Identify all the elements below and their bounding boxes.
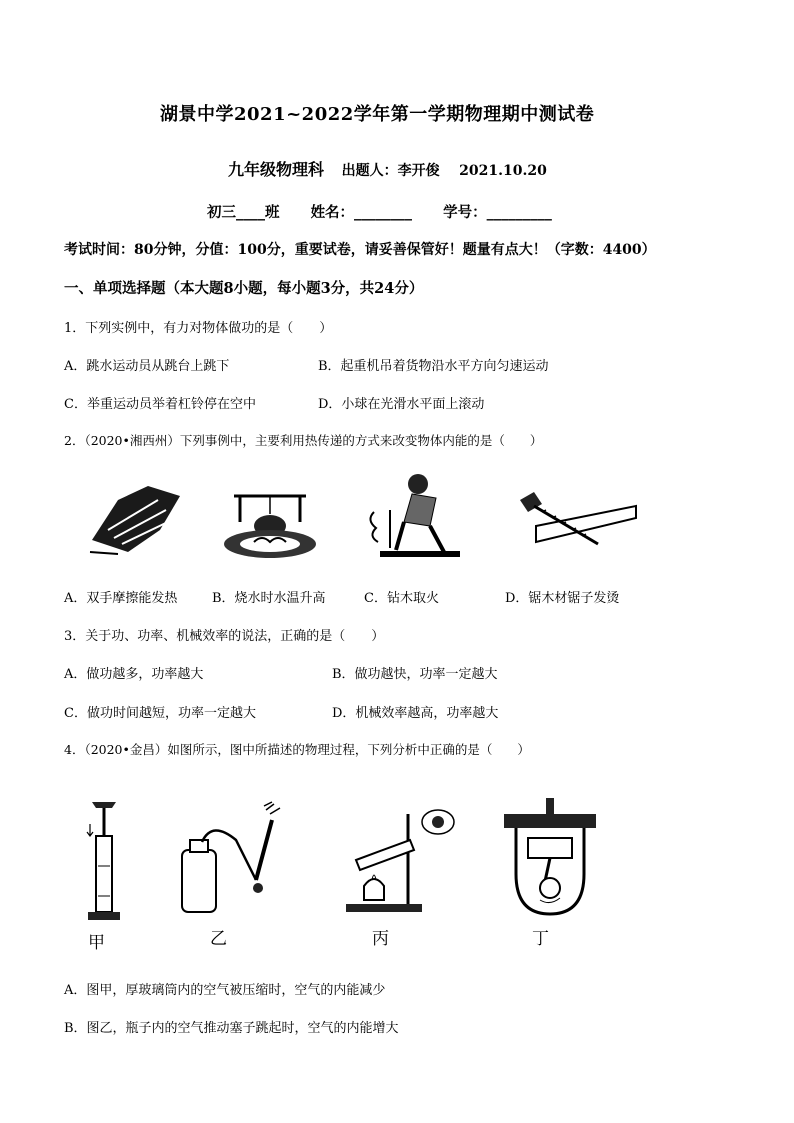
figure-label-ding: 丁 bbox=[532, 929, 549, 949]
subject: 九年级物理科 bbox=[228, 160, 325, 179]
test-tube-heating-figure bbox=[338, 800, 468, 918]
figure-label-bing: 丙 bbox=[372, 929, 389, 949]
q1-option-a[interactable]: A．跳水运动员从跳台上跳下 bbox=[64, 359, 230, 374]
q1-option-c[interactable]: C．举重运动员举着杠铃停在空中 bbox=[64, 397, 256, 412]
subject-line bbox=[228, 157, 547, 180]
date: 2021.10.20 bbox=[459, 163, 547, 179]
q3-option-b[interactable]: B．做功越快，功率一定越大 bbox=[332, 667, 498, 682]
q3-option-a[interactable]: A．做功越多，功率越大 bbox=[64, 667, 204, 682]
question-4-stem: 4．（2020•金昌）如图所示，图中所描述的物理过程，下列分析中正确的是（ ） bbox=[64, 742, 530, 757]
rubbing-hands-figure bbox=[88, 480, 188, 556]
author: 出题人：李开俊 bbox=[341, 163, 440, 179]
engine-cylinder-figure bbox=[500, 794, 600, 922]
boiling-water-figure bbox=[218, 482, 322, 562]
sawing-wood-figure bbox=[512, 488, 642, 550]
q3-option-d[interactable]: D．机械效率越高，功率越大 bbox=[332, 706, 499, 721]
name-field[interactable]: 姓名：________ bbox=[310, 204, 413, 221]
drilling-wood-figure bbox=[360, 470, 466, 562]
compression-tube-figure bbox=[84, 796, 124, 926]
figure-label-yi: 乙 bbox=[210, 929, 227, 949]
student-id-field[interactable]: 学号：_________ bbox=[443, 204, 552, 221]
class-field[interactable]: 初三____班 bbox=[207, 204, 280, 221]
q2-option-d[interactable]: D．锯木材锯子发烫 bbox=[505, 591, 620, 606]
section-heading: 一、单项选择题（本大题8小题，每小题3分，共24分） bbox=[64, 280, 424, 297]
student-info-line bbox=[207, 201, 552, 222]
q1-option-d[interactable]: D．小球在光滑水平面上滚动 bbox=[318, 397, 485, 412]
q2-option-b[interactable]: B．烧水时水温升高 bbox=[212, 591, 326, 606]
question-1-stem: 1．下列实例中，有力对物体做功的是（ ） bbox=[64, 321, 333, 336]
q1-option-b[interactable]: B．起重机吊着货物沿水平方向匀速运动 bbox=[318, 359, 549, 374]
figure-label-jia: 甲 bbox=[88, 933, 105, 953]
q4-option-a[interactable]: A．图甲，厚玻璃筒内的空气被压缩时，空气的内能减少 bbox=[64, 983, 386, 998]
q2-option-c[interactable]: C．钻木取火 bbox=[364, 591, 439, 606]
q2-option-a[interactable]: A．双手摩擦能发热 bbox=[64, 591, 178, 606]
exam-title: 湖景中学2021~2022学年第一学期物理期中测试卷 bbox=[160, 104, 595, 125]
q3-option-c[interactable]: C．做功时间越短，功率一定越大 bbox=[64, 706, 256, 721]
exam-info: 考试时间：80分钟，分值：100分，重要试卷，请妥善保管好！题量有点大！（字数：4400） bbox=[64, 242, 656, 258]
q4-option-b[interactable]: B．图乙，瓶子内的空气推动塞子跳起时，空气的内能增大 bbox=[64, 1021, 399, 1036]
question-3-stem: 3．关于功、功率、机械效率的说法，正确的是（ ） bbox=[64, 629, 385, 644]
bottle-cork-figure bbox=[176, 800, 290, 916]
question-2-stem: 2．（2020•湘西州）下列事例中，主要利用热传递的方式来改变物体内能的是（ ） bbox=[64, 433, 543, 448]
